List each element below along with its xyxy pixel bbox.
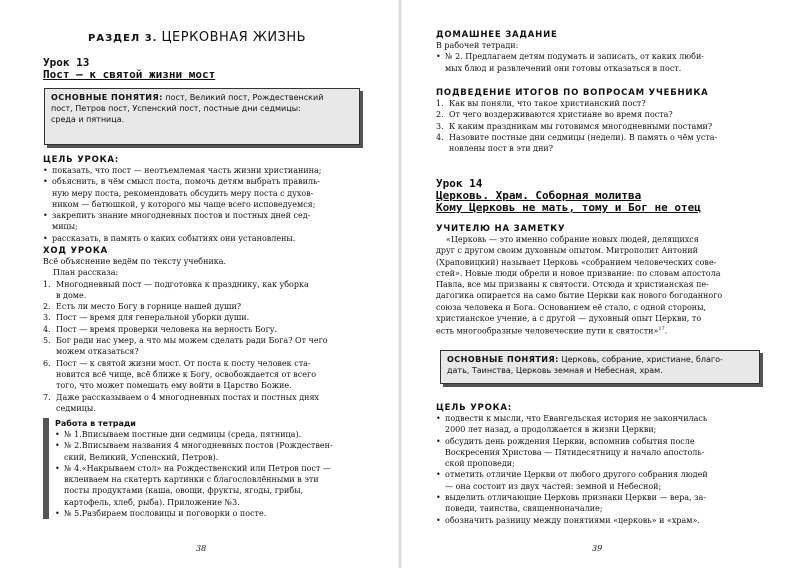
lesson-title: Пост — к святой жизни мост (43, 68, 216, 81)
list-item: • обсудить день рождения Церкви, вспомнив события после Воскресения Христова — Пятидесятницу и начало апостоль- ской проповеди; (436, 436, 766, 470)
goal-list (43, 165, 363, 244)
section-prefix: РАЗДЕЛ 3. (88, 33, 158, 44)
goal-section (43, 155, 363, 244)
teacher-note-heading: УЧИТЕЛЮ НА ЗАМЕТКУ (436, 224, 566, 234)
teacher-note-text: «Церковь — это именно собрание новых людей, делящихся друг с другом своим духовным опытом. Митрополит Антоний (Храповицкий) называет Церковь «собранием человеческих сове- стей». Новые люди обрели и новое призвание: по словам апостола Павла, все мы призваны к святости. Отсюда и христианская пе- дагогика опирается на само бытие Церкви как нового богоданного союза человека и Бога. Основанием её стало, с одной стороны, христианское учение, а с другой — духовный опыт Церкви, то есть многообразные человеческие пути к святости»$^{17}$. (436, 235, 723, 337)
course-intro: План рассказа: (53, 268, 119, 278)
list-item: • выделить отличающие Церковь признаки Церкви — вера, за- поведи, таинства, священноначалие; (436, 492, 766, 515)
goal-heading: ЦЕЛЬ УРОКА: (43, 155, 119, 165)
work-heading: Работа в тетради (55, 419, 136, 428)
homework-heading: ДОМАШНЕЕ ЗАДАНИЕ (436, 30, 558, 40)
lesson-subtitle: Кому Церковь не мать, тому и Бог не отец (436, 201, 701, 214)
list-item: • обозначить разницу между понятиями «церковь» и «храм». (436, 515, 766, 526)
lesson-title: Церковь. Храм. Соборная молитва (436, 189, 642, 202)
list-item: • отметить отличие Церкви от любого другого собрания людей — она состоит из двух частей: земной и Небесной; (436, 469, 766, 492)
concepts-line: Церковь, собрание, христиане, благо- (558, 355, 723, 364)
list-item: • № 5.Разбираем пословицы и поговорки о посте. (55, 508, 365, 519)
list-item: • № 4.«Накрываем стол» на Рождественский или Петров пост — вклеиваем на скатерть картинки с благословлёнными в эти посты продуктами (каша, овощи, фрукты, ягоды, грибы, картофель, хлеб, рыба). Приложение №3. (55, 463, 365, 508)
list-item: 2. От чего воздерживаются христиане во время поста? (436, 110, 673, 120)
page-number: 38 (196, 544, 207, 553)
course-section (43, 246, 363, 414)
list-item: • № 2.Вписываем названия 4 многодневных постов (Рождествен- ский, Великий, Успенский, Петров). (55, 440, 365, 463)
page-number: 39 (592, 544, 603, 553)
homework-section (436, 30, 766, 74)
goal-section (436, 403, 766, 526)
list-item: • объяснить, в чём смысл поста, помочь детям выбрать правиль- ную меру поста, рекомендовать обсудить меру поста с духов- ником — батюшкой, у которого мы чаще всего исповедуемся; (43, 176, 363, 210)
course-heading: ХОД УРОКА (43, 246, 109, 256)
concepts-line: пост, Великий пост, Рождественский (162, 93, 324, 102)
course-intro: Всё объяснение ведём по тексту учебника. (43, 257, 227, 266)
list-item: • показать, что пост — неотъемлемая часть жизни христианина; (43, 165, 363, 176)
goal-heading: ЦЕЛЬ УРОКА: (436, 403, 512, 413)
plan-list (43, 279, 363, 415)
lesson-13-header (43, 57, 215, 81)
footnote-ref: 17 (658, 326, 665, 333)
sidebar-bar (43, 418, 49, 519)
concepts-label: ОСНОВНЫЕ ПОНЯТИЯ: (51, 93, 163, 102)
list-item: 4. Пост — время проверки человека на верность Богу. (43, 324, 278, 334)
list-item: 6. Пост — к святой жизни мост. От поста к посту человек ста- новится всё чище, всё ближе к Богу, освобождается от всего того, что может помешать ему войти в Царство Божие. (43, 358, 317, 391)
list-item: • № 2. Предлагаем детям подумать и записать, от каких люби- мых блюд и развлечений они готовы отказаться в пост. (436, 51, 766, 74)
lesson-14-header (436, 178, 701, 214)
list-item: • закрепить знание многодневных постов и постных дней сед- мицы; (43, 210, 363, 233)
goal-list (436, 413, 766, 526)
list-item: 5. Бог ради нас умер, а что мы можем сделать ради Бога? От чего можем отказаться? (43, 336, 328, 357)
list-item: 3. Пост — время для генеральной уборки души. (43, 313, 250, 323)
right-page (400, 0, 800, 568)
section-title: ЦЕРКОВНАЯ ЖИЗНЬ (161, 30, 307, 45)
lesson-number: Урок 13 (43, 56, 90, 69)
summary-heading: ПОДВЕДЕНИЕ ИТОГОВ ПО ВОПРОСАМ УЧЕБНИКА (436, 88, 709, 98)
work-list (55, 429, 365, 519)
list-item: • подвести к мысли, что Евангельская история не закончилась 2000 лет назад, а продолжается в жизни Церкви; (436, 413, 766, 436)
list-item: 1. Многодневный пост — подготовка к празднику, как уборка в доме. (43, 279, 309, 300)
homework-list (436, 51, 766, 74)
summary-list (436, 98, 766, 154)
concepts-box (44, 88, 360, 145)
list-item: 4. Назовите постные дни седмицы (недели). В память о чём уста- новлены пост в эти дни? (436, 132, 718, 154)
lesson-number: Урок 14 (436, 177, 483, 190)
list-item: 2. Есть ли место Богу в горнице нашей души? (43, 302, 242, 312)
section-header (88, 30, 306, 45)
list-item: 3. К каким праздникам мы готовимся многодневными постами? (436, 121, 713, 131)
concepts-box (440, 350, 760, 384)
homework-intro: В рабочей тетради: (436, 41, 519, 50)
list-item: • № 1.Вписываем постные дни седмицы (среда, пятница). (55, 429, 365, 440)
concepts-line: пост, Петров пост, Успенский пост, постные дни седмицы: (51, 104, 301, 113)
concepts-line: среда и пятница. (51, 115, 125, 124)
concepts-line: дать, Таинства, Церковь земная и Небесная, храм. (447, 366, 663, 375)
list-item: • рассказать, в память о каких событиях они установлены. (43, 233, 363, 244)
list-item: 1. Как вы поняли, что такое христианский пост? (436, 99, 646, 108)
list-item: 7. Даже рассказываем о 4 многодневных постах и постных днях седмицы. (43, 392, 320, 413)
concepts-label: ОСНОВНЫЕ ПОНЯТИЯ: (447, 355, 559, 364)
summary-section (436, 88, 766, 154)
teacher-note-section (436, 224, 766, 337)
notebook-work-section (43, 418, 365, 519)
